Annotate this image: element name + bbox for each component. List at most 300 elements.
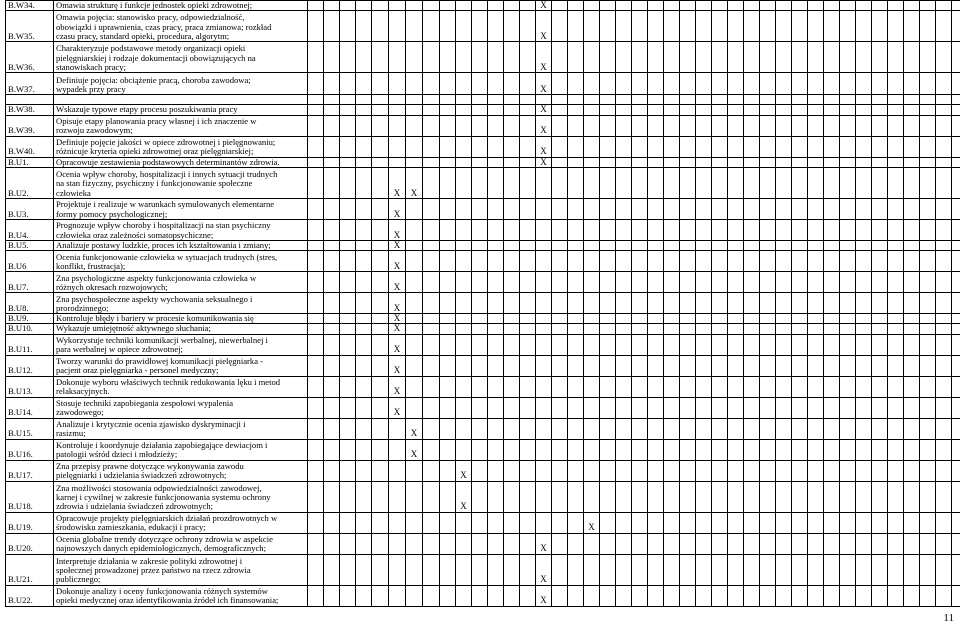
empty-cell bbox=[616, 481, 632, 512]
empty-cell bbox=[728, 460, 744, 481]
empty-cell bbox=[536, 397, 552, 418]
empty-cell bbox=[568, 115, 584, 136]
empty-cell bbox=[920, 512, 936, 533]
empty-cell bbox=[888, 251, 904, 272]
outcome-code: B.U20. bbox=[6, 533, 54, 554]
empty-cell bbox=[308, 324, 324, 334]
empty-cell bbox=[584, 272, 600, 293]
empty-cell bbox=[552, 105, 568, 115]
empty-cell bbox=[952, 11, 960, 42]
empty-cell bbox=[840, 167, 856, 198]
empty-cell bbox=[744, 73, 760, 95]
empty-cell bbox=[936, 1, 952, 11]
outcome-description: Prognozuje wpływ choroby i hospitalizacji na stan psychiczny człowieka oraz zależności somatopsychiczne; bbox=[54, 219, 308, 240]
empty-cell bbox=[472, 1, 488, 11]
empty-cell bbox=[744, 334, 760, 355]
empty-cell bbox=[744, 324, 760, 334]
empty-cell bbox=[600, 324, 616, 334]
empty-cell bbox=[456, 115, 472, 136]
empty-cell bbox=[664, 554, 680, 585]
empty-cell bbox=[552, 554, 568, 585]
empty-cell bbox=[423, 157, 440, 167]
empty-cell bbox=[504, 42, 520, 73]
empty-cell bbox=[872, 11, 888, 42]
empty-cell bbox=[920, 439, 936, 460]
empty-cell bbox=[792, 554, 808, 585]
empty-cell bbox=[472, 397, 488, 418]
empty-cell bbox=[888, 293, 904, 314]
empty-cell bbox=[584, 376, 600, 397]
empty-cell bbox=[872, 585, 888, 606]
empty-cell bbox=[389, 11, 406, 42]
empty-cell bbox=[504, 439, 520, 460]
outcome-description: Omawia strukturę i funkcje jednostek opieki zdrowotnej; bbox=[54, 1, 308, 11]
empty-cell bbox=[536, 334, 552, 355]
empty-cell bbox=[456, 585, 472, 606]
empty-cell bbox=[888, 314, 904, 324]
empty-cell bbox=[888, 439, 904, 460]
empty-cell bbox=[680, 418, 696, 439]
empty-cell bbox=[952, 272, 960, 293]
empty-cell bbox=[712, 198, 728, 219]
empty-cell bbox=[664, 512, 680, 533]
empty-cell bbox=[696, 272, 712, 293]
empty-cell bbox=[792, 136, 808, 157]
empty-cell bbox=[680, 314, 696, 324]
empty-cell bbox=[856, 105, 872, 115]
empty-cell bbox=[356, 376, 372, 397]
x-mark: X bbox=[389, 355, 406, 376]
empty-cell bbox=[406, 73, 423, 95]
empty-cell bbox=[808, 73, 824, 95]
empty-cell bbox=[776, 334, 792, 355]
empty-cell bbox=[856, 355, 872, 376]
empty-cell bbox=[744, 157, 760, 167]
empty-cell bbox=[680, 115, 696, 136]
empty-cell bbox=[952, 418, 960, 439]
empty-cell bbox=[406, 512, 423, 533]
empty-cell bbox=[488, 1, 504, 11]
empty-cell bbox=[792, 481, 808, 512]
outcome-description: Zna możliwości stosowania odpowiedzialności zawodowej, karnej i cywilnej w zakresie funkcjonowania systemu ochrony zdrowia i udzielania świadczeń zdrowotnych; bbox=[54, 481, 308, 512]
empty-cell bbox=[406, 376, 423, 397]
empty-cell bbox=[760, 95, 776, 105]
outcome-code: B.U16. bbox=[6, 439, 54, 460]
empty-cell bbox=[760, 73, 776, 95]
empty-cell bbox=[952, 251, 960, 272]
empty-cell bbox=[423, 219, 440, 240]
empty-cell bbox=[728, 533, 744, 554]
empty-cell bbox=[744, 355, 760, 376]
outcome-code bbox=[6, 95, 54, 105]
empty-cell bbox=[776, 1, 792, 11]
empty-cell bbox=[406, 105, 423, 115]
empty-cell bbox=[488, 105, 504, 115]
empty-cell bbox=[856, 554, 872, 585]
empty-cell bbox=[372, 324, 389, 334]
empty-cell bbox=[488, 198, 504, 219]
table-row bbox=[6, 251, 960, 272]
empty-cell bbox=[824, 293, 840, 314]
outcome-description: Opisuje etapy planowania pracy własnej i ich znaczenie w rozwoju zawodowym; bbox=[54, 115, 308, 136]
empty-cell bbox=[324, 251, 340, 272]
empty-cell bbox=[840, 157, 856, 167]
empty-cell bbox=[340, 115, 356, 136]
empty-cell bbox=[389, 105, 406, 115]
empty-cell bbox=[324, 42, 340, 73]
empty-cell bbox=[664, 251, 680, 272]
empty-cell bbox=[340, 272, 356, 293]
empty-cell bbox=[792, 42, 808, 73]
empty-cell bbox=[600, 198, 616, 219]
empty-cell bbox=[648, 272, 664, 293]
empty-cell bbox=[936, 115, 952, 136]
empty-cell bbox=[664, 115, 680, 136]
empty-cell bbox=[340, 554, 356, 585]
empty-cell bbox=[872, 460, 888, 481]
empty-cell bbox=[340, 585, 356, 606]
empty-cell bbox=[680, 42, 696, 73]
outcome-code: B.U2. bbox=[6, 167, 54, 198]
empty-cell bbox=[840, 198, 856, 219]
empty-cell bbox=[600, 167, 616, 198]
empty-cell bbox=[423, 105, 440, 115]
empty-cell bbox=[488, 585, 504, 606]
table-row bbox=[6, 115, 960, 136]
empty-cell bbox=[904, 42, 920, 73]
x-mark: X bbox=[536, 554, 552, 585]
empty-cell bbox=[776, 460, 792, 481]
empty-cell bbox=[324, 115, 340, 136]
empty-cell bbox=[888, 42, 904, 73]
empty-cell bbox=[792, 355, 808, 376]
empty-cell bbox=[712, 115, 728, 136]
empty-cell bbox=[680, 397, 696, 418]
empty-cell bbox=[760, 167, 776, 198]
empty-cell bbox=[680, 167, 696, 198]
empty-cell bbox=[632, 272, 648, 293]
table-row bbox=[6, 512, 960, 533]
empty-cell bbox=[904, 95, 920, 105]
empty-cell bbox=[792, 460, 808, 481]
empty-cell bbox=[712, 251, 728, 272]
empty-cell bbox=[888, 115, 904, 136]
empty-cell bbox=[552, 460, 568, 481]
empty-cell bbox=[936, 105, 952, 115]
x-mark: X bbox=[536, 115, 552, 136]
empty-cell bbox=[712, 554, 728, 585]
empty-cell bbox=[856, 240, 872, 250]
empty-cell bbox=[664, 397, 680, 418]
outcome-code: B.U12. bbox=[6, 355, 54, 376]
empty-cell bbox=[792, 95, 808, 105]
outcome-description: Zna psychospołeczne aspekty wychowania seksualnego i prorodzinnego; bbox=[54, 293, 308, 314]
empty-cell bbox=[356, 11, 372, 42]
empty-cell bbox=[680, 533, 696, 554]
empty-cell bbox=[792, 73, 808, 95]
empty-cell bbox=[792, 418, 808, 439]
empty-cell bbox=[356, 397, 372, 418]
empty-cell bbox=[824, 481, 840, 512]
empty-cell bbox=[872, 397, 888, 418]
empty-cell bbox=[568, 533, 584, 554]
empty-cell bbox=[423, 418, 440, 439]
empty-cell bbox=[952, 157, 960, 167]
empty-cell bbox=[744, 512, 760, 533]
empty-cell bbox=[356, 355, 372, 376]
empty-cell bbox=[936, 481, 952, 512]
empty-cell bbox=[616, 293, 632, 314]
empty-cell bbox=[616, 73, 632, 95]
empty-cell bbox=[456, 198, 472, 219]
empty-cell bbox=[520, 460, 536, 481]
empty-cell bbox=[340, 105, 356, 115]
empty-cell bbox=[423, 439, 440, 460]
empty-cell bbox=[728, 157, 744, 167]
empty-cell bbox=[616, 533, 632, 554]
empty-cell bbox=[872, 376, 888, 397]
empty-cell bbox=[680, 293, 696, 314]
empty-cell bbox=[712, 11, 728, 42]
empty-cell bbox=[920, 115, 936, 136]
empty-cell bbox=[356, 1, 372, 11]
empty-cell bbox=[372, 439, 389, 460]
empty-cell bbox=[872, 272, 888, 293]
empty-cell bbox=[840, 42, 856, 73]
empty-cell bbox=[372, 334, 389, 355]
empty-cell bbox=[568, 585, 584, 606]
empty-cell bbox=[340, 11, 356, 42]
empty-cell bbox=[856, 272, 872, 293]
empty-cell bbox=[632, 251, 648, 272]
empty-cell bbox=[456, 251, 472, 272]
empty-cell bbox=[488, 533, 504, 554]
outcome-description: Analizuje postawy ludzkie, proces ich kształtowania i zmiany; bbox=[54, 240, 308, 250]
empty-cell bbox=[488, 293, 504, 314]
empty-cell bbox=[888, 324, 904, 334]
x-mark: X bbox=[389, 324, 406, 334]
empty-cell bbox=[600, 136, 616, 157]
empty-cell bbox=[920, 157, 936, 167]
empty-cell bbox=[423, 314, 440, 324]
empty-cell bbox=[568, 314, 584, 324]
empty-cell bbox=[776, 439, 792, 460]
empty-cell bbox=[340, 198, 356, 219]
empty-cell bbox=[776, 376, 792, 397]
empty-cell bbox=[456, 136, 472, 157]
empty-cell bbox=[872, 418, 888, 439]
empty-cell bbox=[680, 240, 696, 250]
empty-cell bbox=[952, 397, 960, 418]
empty-cell bbox=[456, 355, 472, 376]
x-mark: X bbox=[406, 167, 423, 198]
empty-cell bbox=[616, 42, 632, 73]
empty-cell bbox=[888, 418, 904, 439]
outcome-code: B.W36. bbox=[6, 42, 54, 73]
table-row bbox=[6, 439, 960, 460]
empty-cell bbox=[456, 219, 472, 240]
empty-cell bbox=[552, 251, 568, 272]
empty-cell bbox=[888, 73, 904, 95]
empty-cell bbox=[423, 198, 440, 219]
empty-cell bbox=[952, 585, 960, 606]
empty-cell bbox=[904, 418, 920, 439]
empty-cell bbox=[696, 136, 712, 157]
empty-cell bbox=[324, 324, 340, 334]
empty-cell bbox=[488, 73, 504, 95]
empty-cell bbox=[356, 418, 372, 439]
empty-cell bbox=[680, 355, 696, 376]
empty-cell bbox=[888, 585, 904, 606]
empty-cell bbox=[440, 42, 456, 73]
empty-cell bbox=[648, 219, 664, 240]
empty-cell bbox=[600, 585, 616, 606]
empty-cell bbox=[824, 219, 840, 240]
empty-cell bbox=[840, 418, 856, 439]
outcome-description: Definiuje pojęcie jakości w opiece zdrowotnej i pielęgnowaniu; różnicuje kryteria opieki zdrowotnej oraz pielęgniarskiej; bbox=[54, 136, 308, 157]
empty-cell bbox=[423, 397, 440, 418]
empty-cell bbox=[440, 293, 456, 314]
empty-cell bbox=[888, 136, 904, 157]
empty-cell bbox=[389, 585, 406, 606]
empty-cell bbox=[792, 397, 808, 418]
x-mark: X bbox=[389, 240, 406, 250]
empty-cell bbox=[504, 219, 520, 240]
empty-cell bbox=[340, 324, 356, 334]
empty-cell bbox=[760, 105, 776, 115]
empty-cell bbox=[584, 460, 600, 481]
empty-cell bbox=[712, 293, 728, 314]
empty-cell bbox=[744, 251, 760, 272]
empty-cell bbox=[776, 314, 792, 324]
outcome-code: B.W37. bbox=[6, 73, 54, 95]
empty-cell bbox=[696, 533, 712, 554]
empty-cell bbox=[680, 11, 696, 42]
empty-cell bbox=[389, 136, 406, 157]
empty-cell bbox=[568, 136, 584, 157]
empty-cell bbox=[936, 167, 952, 198]
empty-cell bbox=[552, 11, 568, 42]
empty-cell bbox=[952, 324, 960, 334]
empty-cell bbox=[888, 481, 904, 512]
table-row bbox=[6, 136, 960, 157]
empty-cell bbox=[600, 314, 616, 324]
empty-cell bbox=[856, 585, 872, 606]
empty-cell bbox=[568, 460, 584, 481]
empty-cell bbox=[472, 11, 488, 42]
empty-cell bbox=[632, 355, 648, 376]
empty-cell bbox=[616, 460, 632, 481]
empty-cell bbox=[856, 42, 872, 73]
empty-cell bbox=[888, 397, 904, 418]
empty-cell bbox=[808, 397, 824, 418]
empty-cell bbox=[340, 240, 356, 250]
empty-cell bbox=[356, 251, 372, 272]
empty-cell bbox=[324, 157, 340, 167]
empty-cell bbox=[952, 42, 960, 73]
empty-cell bbox=[584, 1, 600, 11]
empty-cell bbox=[616, 198, 632, 219]
empty-cell bbox=[356, 334, 372, 355]
empty-cell bbox=[904, 272, 920, 293]
empty-cell bbox=[856, 324, 872, 334]
x-mark: X bbox=[389, 293, 406, 314]
empty-cell bbox=[696, 460, 712, 481]
empty-cell bbox=[648, 105, 664, 115]
empty-cell bbox=[664, 439, 680, 460]
outcome-description: Opracowuje projekty pielęgniarskich działań prozdrowotnych w środowisku zamieszkania, edukacji i pracy; bbox=[54, 512, 308, 533]
empty-cell bbox=[808, 460, 824, 481]
empty-cell bbox=[616, 240, 632, 250]
empty-cell bbox=[340, 397, 356, 418]
empty-cell bbox=[308, 42, 324, 73]
empty-cell bbox=[440, 11, 456, 42]
empty-cell bbox=[824, 115, 840, 136]
empty-cell bbox=[372, 512, 389, 533]
empty-cell bbox=[840, 136, 856, 157]
empty-cell bbox=[872, 95, 888, 105]
empty-cell bbox=[888, 533, 904, 554]
empty-cell bbox=[760, 355, 776, 376]
empty-cell bbox=[406, 42, 423, 73]
empty-cell bbox=[888, 512, 904, 533]
outcome-description: Kontroluje i koordynuje działania zapobiegające dewiacjom i patologii wśród dzieci i młodzieży; bbox=[54, 439, 308, 460]
empty-cell bbox=[372, 157, 389, 167]
empty-cell bbox=[648, 136, 664, 157]
empty-cell bbox=[840, 251, 856, 272]
outcome-code: B.U13. bbox=[6, 376, 54, 397]
empty-cell bbox=[632, 334, 648, 355]
empty-cell bbox=[308, 585, 324, 606]
empty-cell bbox=[760, 512, 776, 533]
empty-cell bbox=[456, 95, 472, 105]
empty-cell bbox=[808, 42, 824, 73]
empty-cell bbox=[568, 105, 584, 115]
empty-cell bbox=[308, 481, 324, 512]
empty-cell bbox=[904, 167, 920, 198]
empty-cell bbox=[888, 167, 904, 198]
empty-cell bbox=[696, 397, 712, 418]
outcome-description: Interpretuje działania w zakresie polityki zdrowotnej i społecznej prowadzonej przez państwo na rzecz zdrowia publicznego; bbox=[54, 554, 308, 585]
empty-cell bbox=[664, 136, 680, 157]
empty-cell bbox=[324, 293, 340, 314]
empty-cell bbox=[696, 42, 712, 73]
empty-cell bbox=[792, 314, 808, 324]
empty-cell bbox=[488, 418, 504, 439]
x-mark: X bbox=[536, 73, 552, 95]
empty-cell bbox=[568, 439, 584, 460]
empty-cell bbox=[872, 533, 888, 554]
empty-cell bbox=[808, 481, 824, 512]
empty-cell bbox=[808, 240, 824, 250]
empty-cell bbox=[808, 376, 824, 397]
empty-cell bbox=[536, 251, 552, 272]
empty-cell bbox=[824, 376, 840, 397]
empty-cell bbox=[308, 95, 324, 105]
empty-cell bbox=[792, 585, 808, 606]
empty-cell bbox=[696, 73, 712, 95]
empty-cell bbox=[696, 314, 712, 324]
empty-cell bbox=[648, 157, 664, 167]
table-row bbox=[6, 355, 960, 376]
empty-cell bbox=[536, 167, 552, 198]
empty-cell bbox=[696, 334, 712, 355]
empty-cell bbox=[904, 11, 920, 42]
empty-cell bbox=[856, 376, 872, 397]
empty-cell bbox=[504, 272, 520, 293]
empty-cell bbox=[664, 314, 680, 324]
empty-cell bbox=[776, 167, 792, 198]
